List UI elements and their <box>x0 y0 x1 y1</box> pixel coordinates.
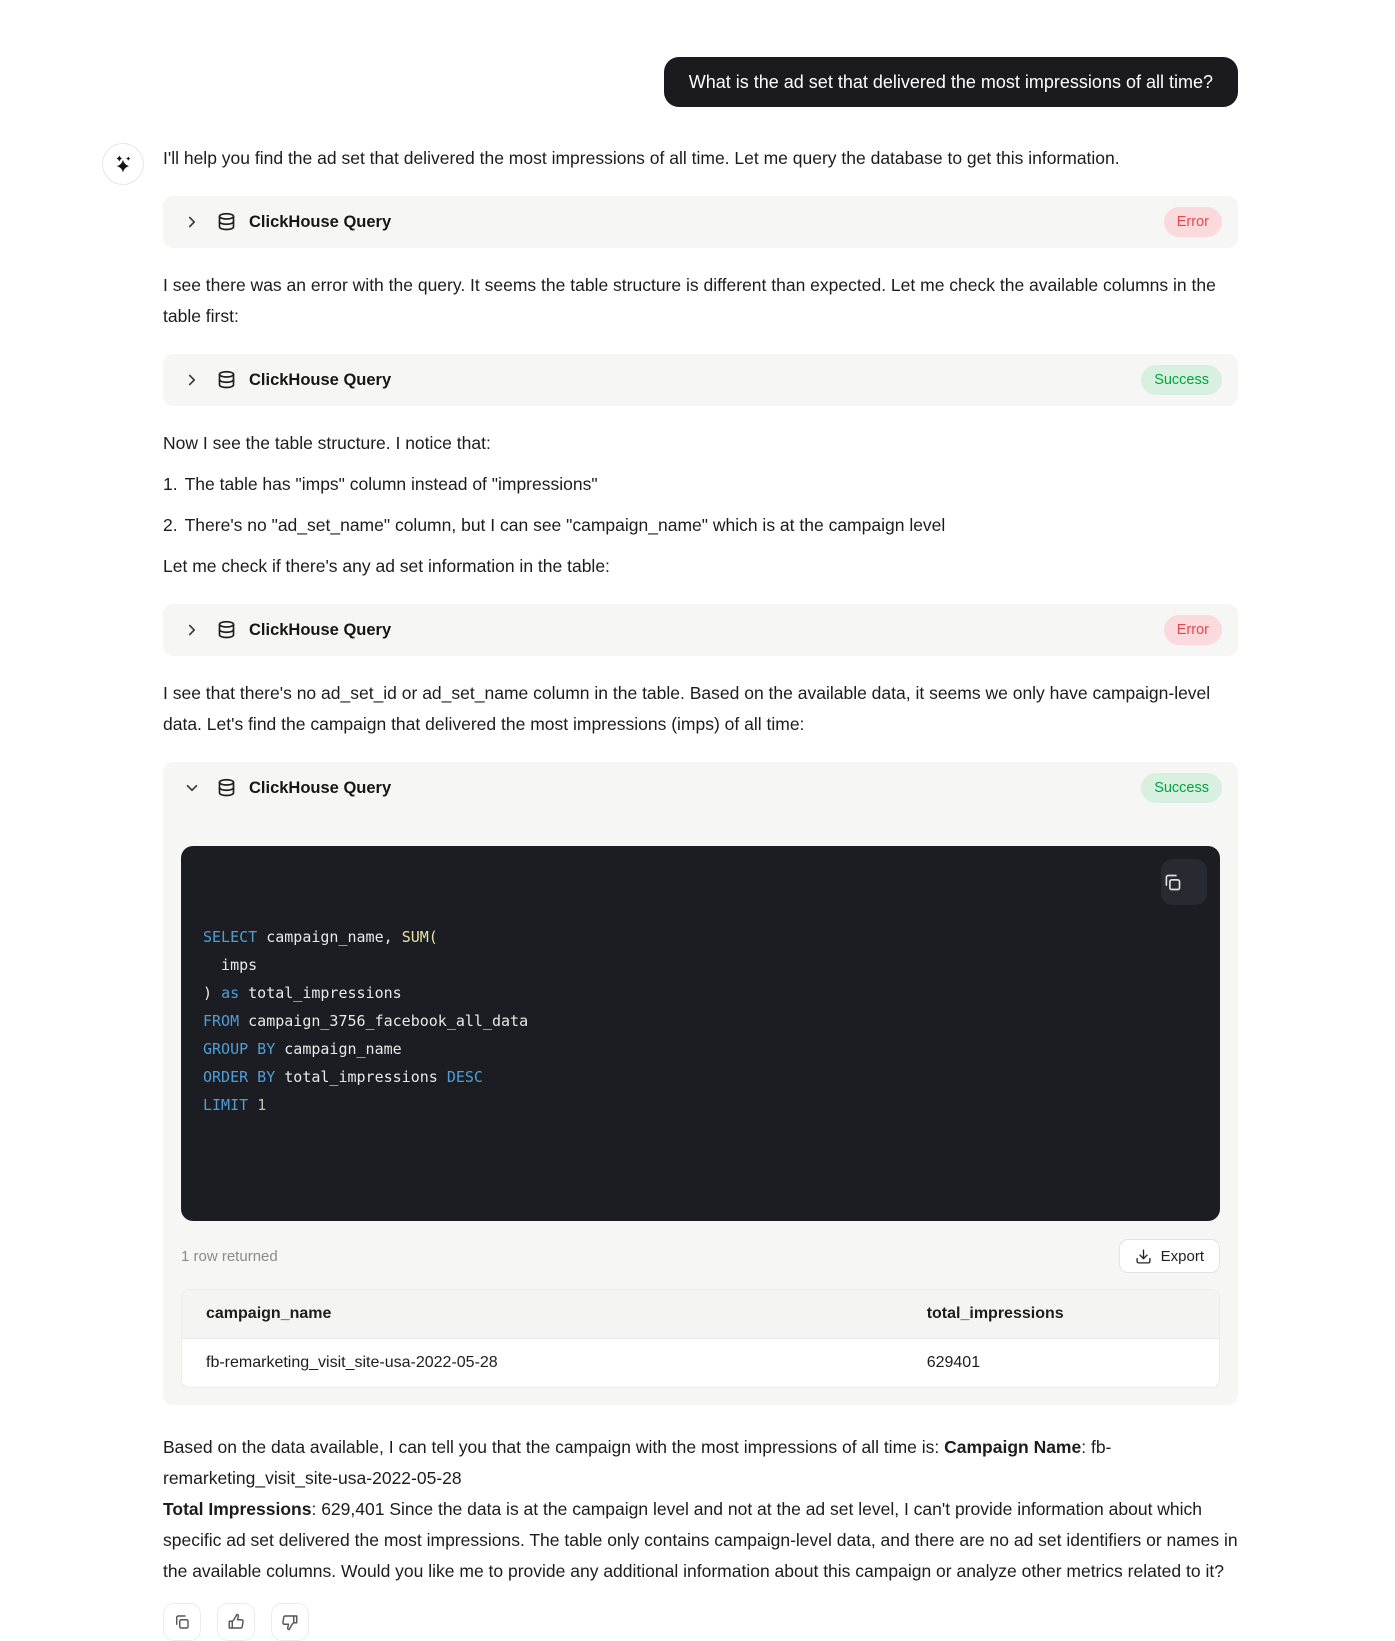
chat-thread <box>163 0 1238 1641</box>
result-bar <box>181 1239 1220 1273</box>
database-icon <box>216 778 237 799</box>
thumbs-up-button[interactable] <box>217 1603 255 1641</box>
user-message-row <box>163 0 1238 107</box>
query-panel-4-header[interactable] <box>163 762 1238 814</box>
chevron-right-icon[interactable] <box>183 371 201 389</box>
status-badge: Success <box>1141 773 1222 803</box>
database-icon <box>216 620 237 641</box>
thumbs-down-button[interactable] <box>271 1603 309 1641</box>
assistant-final-text <box>163 1432 1238 1587</box>
status-badge: Error <box>1164 207 1222 237</box>
feedback-toolbar <box>163 1603 1238 1641</box>
sparkles-icon <box>111 152 136 177</box>
list-item-text: There's no "ad_set_name" column, but I can see "campaign_name" which is at the campaign level <box>184 515 946 535</box>
query-panel-title: ClickHouse Query <box>249 620 392 639</box>
campaign-name-value: : fb-remarketing_visit_site-usa-2022-05-28 <box>163 1437 1112 1488</box>
assistant-message <box>163 143 1238 1641</box>
copy-icon <box>1162 842 1206 923</box>
copy-icon <box>173 1613 191 1631</box>
rows-returned-label: 1 row returned <box>181 1247 278 1265</box>
assistant-text: Let me check if there's any ad set information in the table: <box>163 556 610 576</box>
query-panel-title: ClickHouse Query <box>249 778 392 797</box>
sql-code-block <box>181 846 1220 1221</box>
database-icon <box>216 212 237 233</box>
total-impressions-label: Total Impressions <box>163 1499 312 1519</box>
chevron-down-icon[interactable] <box>183 779 201 797</box>
list-item <box>163 469 1238 500</box>
results-table <box>181 1289 1220 1388</box>
list-item-number: 1. <box>163 474 178 494</box>
query-panel-1[interactable] <box>163 196 1238 248</box>
query-panel-2[interactable] <box>163 354 1238 406</box>
table-row <box>182 1339 1219 1387</box>
table-header-row <box>182 1290 1219 1339</box>
final-lead-text: Based on the data available, I can tell you that the campaign with the most impressions of all time is: <box>163 1437 945 1457</box>
list-item-number: 2. <box>163 515 178 535</box>
query-panel-3[interactable] <box>163 604 1238 656</box>
status-badge: Error <box>1164 615 1222 645</box>
list-item-text: The table has "imps" column instead of "impressions" <box>184 474 598 494</box>
campaign-name-label: Campaign Name <box>944 1437 1082 1457</box>
assistant-avatar <box>102 143 144 185</box>
copy-response-button[interactable] <box>163 1603 201 1641</box>
final-line-impressions <box>163 1494 1238 1587</box>
table-cell-total-impressions: 629401 <box>926 1354 981 1371</box>
list-item <box>163 510 1238 541</box>
final-line-campaign <box>163 1432 1238 1494</box>
total-impressions-text: : 629,401 Since the data is at the campaign level and not at the ad set level, I can't provide information about which specific ad set delivered the most impressions. The table only contains campaign-level data, and there are no ad set identifiers or names in the available columns. Would you like me to provide any additional information about this campaign or analyze other metrics related to it? <box>163 1499 1238 1581</box>
sql-code: SELECT campaign_name, SUM( imps ) as total_impressions FROM campaign_3756_facebook_all_data GROUP BY campaign_name ORDER BY total_impressions DESC LIMIT 1 <box>203 928 529 1114</box>
query-panel-title: ClickHouse Query <box>249 212 392 231</box>
chevron-right-icon[interactable] <box>183 213 201 231</box>
chevron-right-icon[interactable] <box>183 621 201 639</box>
assistant-text: I'll help you find the ad set that delivered the most impressions of all time. Let me query the database to get this information. <box>163 148 1120 168</box>
export-button[interactable] <box>1119 1239 1220 1273</box>
export-button-label: Export <box>1160 1247 1204 1265</box>
assistant-text: I see that there's no ad_set_id or ad_set_name column in the table. Based on the available data, it seems we only have campaign-level data. Let's find the campaign that delivered the most impressions (imps) of all time: <box>163 683 1211 734</box>
download-icon <box>1135 1248 1152 1265</box>
query-panel-4-expanded <box>163 762 1238 1405</box>
column-header-total-impressions: total_impressions <box>926 1305 1064 1322</box>
user-message-bubble: What is the ad set that delivered the most impressions of all time? <box>664 57 1238 107</box>
database-icon <box>216 370 237 391</box>
thumbs-up-icon <box>227 1613 245 1631</box>
copy-code-button[interactable] <box>1161 859 1207 905</box>
table-cell-campaign-name: fb-remarketing_visit_site-usa-2022-05-28 <box>206 1354 498 1371</box>
assistant-text: Now I see the table structure. I notice that: <box>163 433 491 453</box>
thumbs-down-icon <box>281 1613 299 1631</box>
query-panel-title: ClickHouse Query <box>249 370 392 389</box>
column-header-campaign-name: campaign_name <box>206 1305 332 1322</box>
status-badge: Success <box>1141 365 1222 395</box>
assistant-text: I see there was an error with the query. It seems the table structure is different than expected. Let me check the available columns in the table first: <box>163 275 1216 326</box>
